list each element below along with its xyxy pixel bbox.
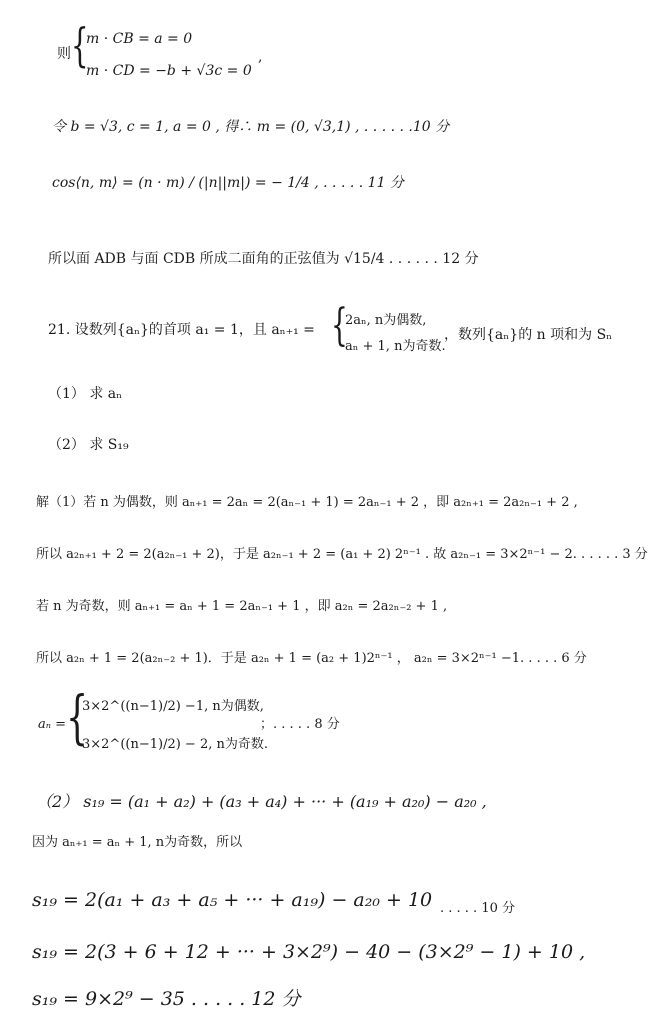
solution-s19-final: s₁₉ = 9×2⁹ − 35 . . . . . 12 分 [32, 988, 301, 1010]
left-brace-recurrence: { [331, 300, 348, 351]
piecewise-score: ；. . . . . 8 分 [260, 717, 340, 732]
eq-m-dot-cb: m · CB = a = 0 [86, 31, 193, 47]
solution-even-case: 解（1）若 n 为偶数，则 aₙ₊₁ = 2aₙ = 2(aₙ₋₁ + 1) = 2aₙ₋₁ + 2 ，即 a₂ₙ₊₁ = 2a₂ₙ₋₁ + 2 , [36, 495, 578, 510]
eq-m-dot-cd: m · CD = −b + √3c = 0 [86, 63, 252, 79]
recurrence-case-odd: aₙ + 1, n为奇数. [345, 339, 446, 354]
subquestion-1: （1） 求 aₙ [48, 386, 123, 402]
problem-21-tail: ，数列{aₙ}的 n 项和为 Sₙ [444, 327, 613, 343]
line-cos-result: cos⟨n, m⟩ = (n · m) / (|n||m|) = − 1/4 , . . . . . 11 分 [52, 175, 404, 191]
line-sine-conclusion: 所以面 ADB 与面 CDB 所成二面角的正弦值为 √15/4 . . . . . . 12 分 [48, 251, 479, 267]
piecewise-case-even: 3×2^((n−1)/2) −1, n为偶数, [82, 699, 264, 714]
subquestion-2: （2） 求 S₁₉ [48, 437, 129, 453]
line-let-values: 令 b = √3, c = 1, a = 0 , 得∴ m = (0, √3,1) , . . . . . .10 分 [52, 119, 450, 135]
solution-s19-step2: s₁₉ = 2(3 + 6 + 12 + ··· + 3×2⁹) − 40 − (3×2⁹ − 1) + 10 , [32, 941, 586, 963]
solution-odd-case: 若 n 为奇数，则 aₙ₊₁ = aₙ + 1 = 2aₙ₋₁ + 1 ，即 a₂ₙ = 2a₂ₙ₋₂ + 1 , [36, 599, 448, 614]
eq-system-comma: , [258, 49, 263, 65]
problem-21-statement: 21. 设数列{aₙ}的首项 a₁ = 1，且 aₙ₊₁ = [48, 322, 315, 338]
recurrence-case-even: 2aₙ, n为偶数, [345, 313, 427, 328]
solution-s19-step1-score: . . . . . 10 分 [440, 901, 515, 916]
left-brace-system-1: { [71, 18, 89, 72]
solution-even-index-derivation: 所以 a₂ₙ + 1 = 2(a₂ₙ₋₂ + 1)．于是 a₂ₙ + 1 = (a₂ + 1)2ⁿ⁻¹ ， a₂ₙ = 3×2ⁿ⁻¹ −1. . . . . 6 分 [36, 651, 587, 666]
solution-because-line: 因为 aₙ₊₁ = aₙ + 1, n为奇数，所以 [32, 835, 243, 850]
solution-odd-index-derivation: 所以 a₂ₙ₊₁ + 2 = 2(a₂ₙ₋₁ + 2)，于是 a₂ₙ₋₁ + 2 = (a₁ + 2) 2ⁿ⁻¹ . 故 a₂ₙ₋₁ = 3×2ⁿ⁻¹ − 2. . . . . . 3 分 [36, 547, 648, 562]
left-brace-piecewise: { [66, 683, 89, 751]
piecewise-lhs: aₙ = [38, 717, 67, 732]
line-then-label: 则 [57, 46, 71, 62]
solution-s19-step1: s₁₉ = 2(a₁ + a₃ + a₅ + ··· + a₁₉) − a₂₀ + 10 [32, 889, 433, 911]
piecewise-case-odd: 3×2^((n−1)/2) − 2, n为奇数. [82, 737, 268, 752]
solution-part2-sum: （2） s₁₉ = (a₁ + a₂) + (a₃ + a₄) + ··· + (a₁₉ + a₂₀) − a₂₀ , [36, 792, 487, 811]
